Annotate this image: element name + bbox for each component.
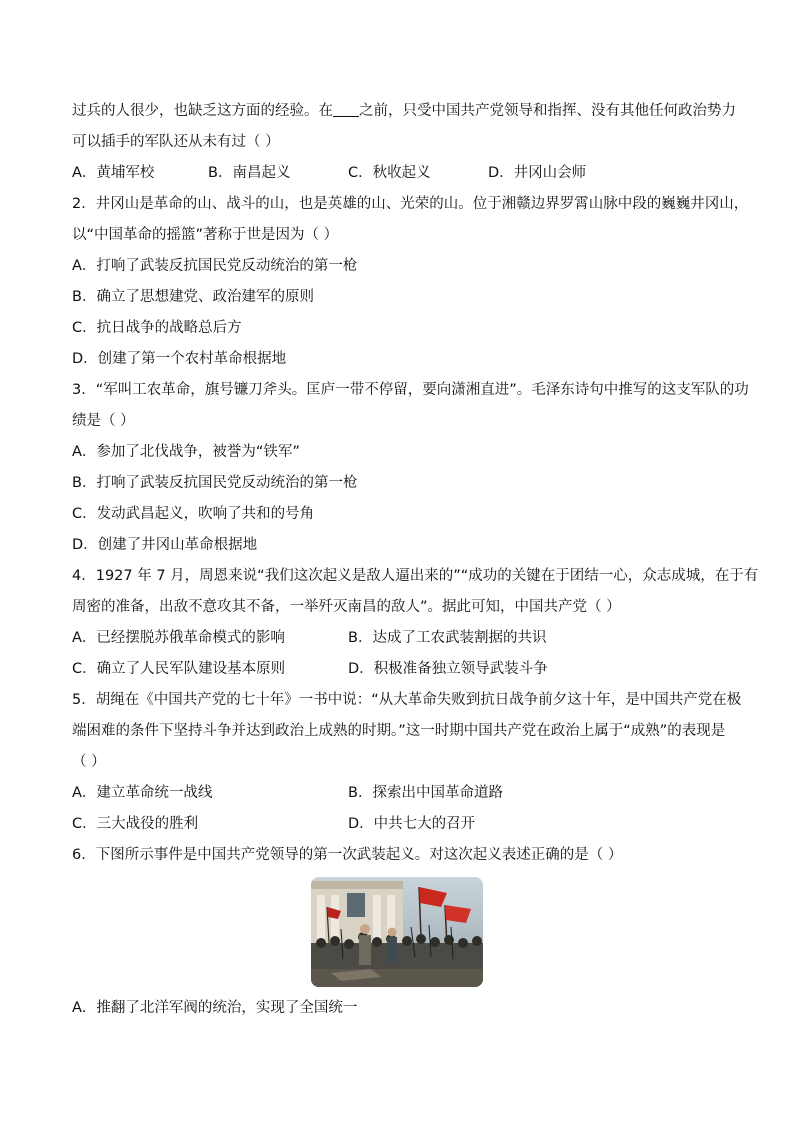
q5-options-row-2 — [72, 809, 722, 840]
q3-stem-1: 3．“军叫工农革命，旗号镰刀斧头。匡庐一带不停留，要向潇湘直进”。毛泽东诗句中推写的这支军队的功 — [72, 382, 749, 398]
q5-stem-1: 5．胡绳在《中国共产党的七十年》一书中说：“从大革命失败到抗日战争前夕这十年，是中国共产党在极 — [72, 692, 742, 708]
answer-blank — [333, 98, 359, 117]
q6-option-a: A．推翻了北洋军阀的统治，实现了全国统一 — [72, 1000, 358, 1016]
q2-stem-1: 2．井冈山是革命的山、战斗的山，也是英雄的山、光荣的山。位于湘赣边界罗霄山脉中段的巍巍井冈山， — [72, 196, 749, 212]
q5-options-row-1 — [72, 778, 722, 809]
intro-line-1 — [72, 96, 736, 127]
q5-option-a: A．建立革命统一战线 — [72, 785, 213, 801]
q2-option-b: B．确立了思想建党、政治建军的原则 — [72, 289, 314, 305]
intro-line-2: 可以插手的军队还从未有过（ ） — [72, 134, 280, 150]
q4-options-row-2 — [72, 654, 722, 685]
option-b: B．南昌起义 — [208, 165, 291, 181]
intro-text-b: 之前，只受中国共产党领导和指挥、没有其他任何政治势力 — [359, 103, 736, 119]
q4-option-a: A．已经摆脱苏俄革命模式的影响 — [72, 630, 285, 646]
q3-option-c: C．发动武昌起义，吹响了共和的号角 — [72, 506, 315, 522]
q2-option-c: C．抗日战争的战略总后方 — [72, 320, 242, 336]
q4-option-c: C．确立了人民军队建设基本原则 — [72, 661, 286, 677]
q5-option-b: B．探索出中国革命道路 — [348, 785, 503, 801]
q5-stem-2: 端困难的条件下坚持斗争并达到政治上成熟的时期。”这一时期中国共产党在政治上属于“成熟”的表现是 — [72, 723, 726, 739]
exam-page — [72, 96, 759, 1024]
option-a: A．黄埔军校 — [72, 165, 155, 181]
q3-stem-2: 绩是（ ） — [72, 413, 135, 429]
q4-option-d: D．积极准备独立领导武装斗争 — [348, 661, 548, 677]
q3-option-d: D．创建了井冈山革命根据地 — [72, 537, 258, 553]
q2-option-a: A．打响了武装反抗国民党反动统治的第一枪 — [72, 258, 358, 274]
q5-option-d: D．中共七大的召开 — [348, 816, 476, 832]
q4-option-b: B．达成了工农武装割据的共识 — [348, 630, 547, 646]
q5-option-c: C．三大战役的胜利 — [72, 816, 199, 832]
q2-option-d: D．创建了第一个农村革命根据地 — [72, 351, 287, 367]
option-d: D．井冈山会师 — [488, 165, 587, 181]
q6-stem: 6．下图所示事件是中国共产党领导的第一次武装起义。对这次起义表述正确的是（ ） — [72, 847, 623, 863]
figure-container — [72, 877, 722, 987]
intro-options — [72, 158, 722, 189]
q5-stem-3: （ ） — [72, 754, 106, 770]
q2-stem-2: 以“中国革命的摇篮”著称于世是因为（ ） — [72, 227, 339, 243]
q3-option-b: B．打响了武装反抗国民党反动统治的第一枪 — [72, 475, 358, 491]
q4-stem-1: 4．1927 年 7 月，周恩来说“我们这次起义是敌人逼出来的”“成功的关键在于团结一心，众志成城，在于有 — [72, 568, 759, 584]
q4-options-row-1 — [72, 623, 722, 654]
q3-option-a: A．参加了北伐战争，被誉为“铁军” — [72, 444, 300, 460]
intro-text-a: 过兵的人很少，也缺乏这方面的经验。在 — [72, 103, 333, 119]
q4-stem-2: 周密的准备，出敌不意攻其不备，一举歼灭南昌的敌人”。据此可知，中国共产党（ ） — [72, 599, 621, 615]
nanchang-uprising-painting — [311, 877, 483, 987]
option-c: C．秋收起义 — [348, 165, 431, 181]
